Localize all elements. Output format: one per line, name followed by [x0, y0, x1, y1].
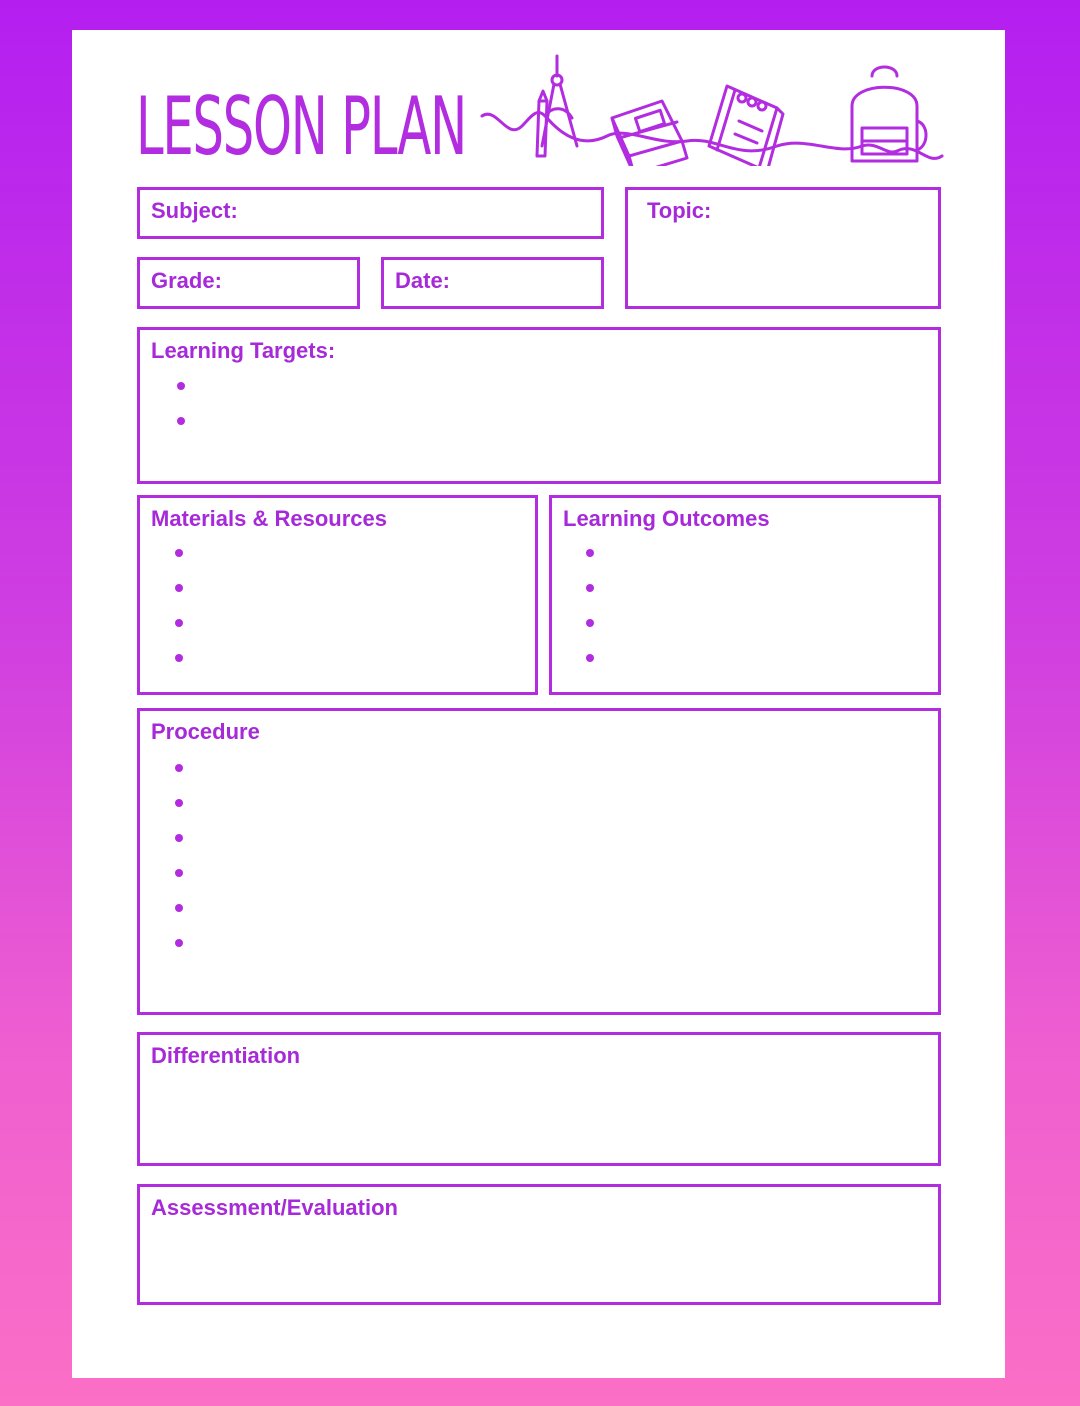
outcomes-label: Learning Outcomes: [563, 506, 770, 531]
differentiation-label: Differentiation: [151, 1043, 301, 1068]
date-label: Date:: [395, 268, 451, 293]
notebook-icon: [709, 86, 783, 166]
procedure-list: [175, 764, 183, 974]
procedure-section[interactable]: [137, 708, 941, 1015]
assessment-label: Assessment/Evaluation: [151, 1195, 398, 1220]
materials-list: [175, 549, 183, 689]
materials-label: Materials & Resources: [151, 506, 387, 531]
list-bullet: [175, 939, 183, 947]
list-bullet: [175, 764, 183, 772]
outcomes-list: [586, 549, 594, 689]
outcomes-section[interactable]: [549, 495, 941, 695]
list-bullet: [175, 654, 183, 662]
lesson-plan-sheet: [72, 30, 1005, 1378]
learning-targets-label: Learning Targets:: [151, 338, 336, 363]
list-bullet: [175, 904, 183, 912]
list-bullet: [175, 584, 183, 592]
materials-section[interactable]: [137, 495, 538, 695]
school-supplies-doodle: [477, 46, 947, 166]
list-bullet: [586, 654, 594, 662]
procedure-label: Procedure: [151, 719, 260, 744]
list-bullet: [175, 834, 183, 842]
page-title: LESSON PLAN: [136, 80, 466, 173]
list-bullet: [175, 869, 183, 877]
list-bullet: [586, 549, 594, 557]
list-bullet: [175, 549, 183, 557]
list-bullet: [177, 382, 185, 390]
topic-field[interactable]: [625, 187, 941, 309]
backpack-icon: [852, 67, 926, 161]
learning-targets-list: [177, 382, 185, 452]
list-bullet: [586, 584, 594, 592]
subject-field[interactable]: [137, 187, 604, 239]
assessment-section[interactable]: [137, 1184, 941, 1305]
grade-field[interactable]: [137, 257, 360, 309]
list-bullet: [586, 619, 594, 627]
differentiation-section[interactable]: [137, 1032, 941, 1166]
list-bullet: [175, 619, 183, 627]
list-bullet: [177, 417, 185, 425]
topic-label: Topic:: [647, 198, 712, 223]
pencil-compass-icon: [537, 56, 577, 156]
grade-label: Grade:: [151, 268, 222, 293]
list-bullet: [175, 799, 183, 807]
date-field[interactable]: [381, 257, 604, 309]
subject-label: Subject:: [151, 198, 238, 223]
learning-targets-section[interactable]: [137, 327, 941, 484]
